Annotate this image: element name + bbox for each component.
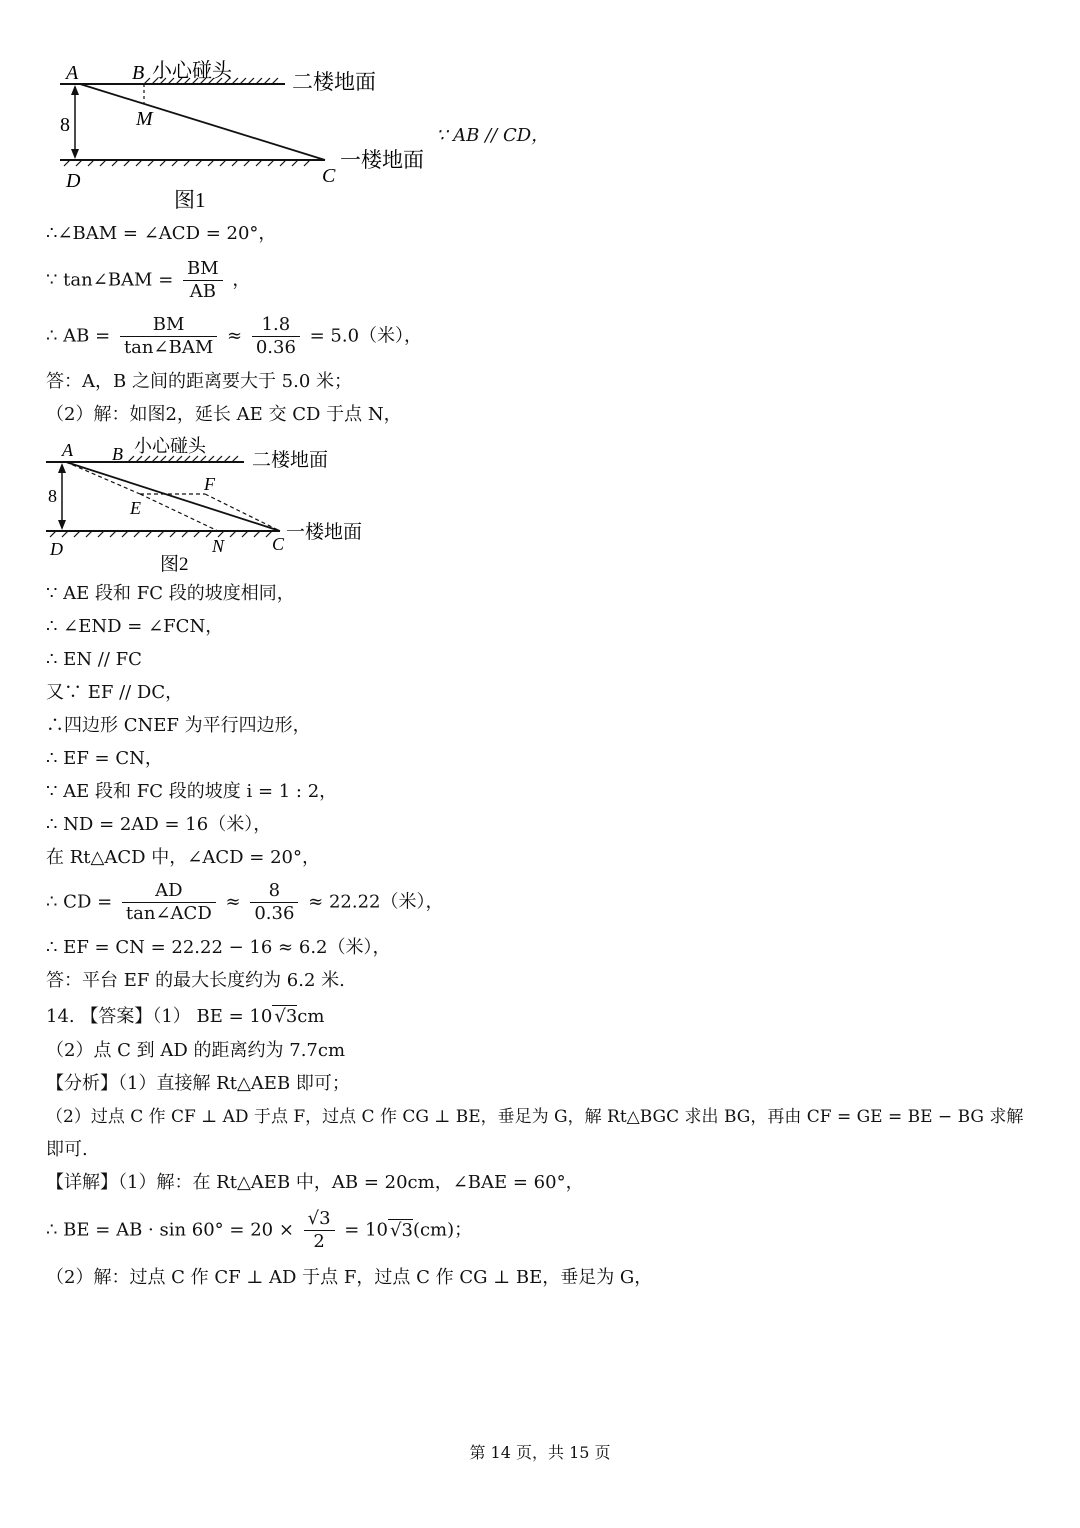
sqrt-3: √3	[274, 1006, 298, 1027]
fig2-warning: 小心碰头	[134, 436, 206, 456]
line-23: 【详解】（1）解：在 Rt△AEB 中，AB = 20cm，∠BAE = 60°，	[46, 1172, 584, 1193]
figure-1	[40, 55, 460, 229]
floor1-label: 一楼地面	[340, 148, 424, 172]
line-22: 即可.	[46, 1139, 88, 1160]
fig2-label-d: D	[50, 539, 63, 559]
line-5: （2）解：如图2，延长 AE 交 CD 于点 N，	[46, 404, 402, 425]
fig2-label-e: E	[130, 498, 141, 518]
fig2-label-height: 8	[48, 486, 57, 506]
line-7: ∴ ∠END = ∠FCN，	[46, 616, 224, 637]
figure-2-caption: 图2	[160, 554, 189, 575]
sqrt-3b: √3	[390, 1219, 413, 1241]
line-4: 答：A，B 之间的距离要大于 5.0 米；	[46, 371, 353, 392]
line-12: ∵ AE 段和 FC 段的坡度 i = 1 : 2，	[46, 781, 338, 802]
line-19: （2）点 C 到 AD 的距离约为 7.7cm	[46, 1040, 346, 1061]
label-c: C	[322, 165, 336, 187]
line-25: （2）解：过点 C 作 CF ⊥ AD 于点 F，过点 C 作 CG ⊥ BE，垂足为 G，	[46, 1267, 653, 1288]
line-17: 答：平台 EF 的最大长度约为 6.2 米.	[46, 970, 345, 991]
figure-1-caption: 图1	[174, 188, 206, 212]
fraction-values: $\frac{1.8}{0.36}$	[252, 314, 300, 359]
line-1: ∴∠BAM = ∠ACD = 20°，	[46, 223, 277, 244]
line-21: （2）过点 C 作 CF ⊥ AD 于点 F，过点 C 作 CG ⊥ BE，垂足为 G，解 Rt△BGC 求出 BG，再由 CF = GE = BE − BG 求解	[46, 1107, 1024, 1127]
figure-1-diagram	[40, 55, 460, 225]
fraction-sqrt3-2: $\frac{√3}{2}$	[304, 1208, 335, 1253]
line-18: 14. 【答案】（1） BE = 10 √3cm	[46, 1006, 325, 1027]
fig2-floor1: 一楼地面	[286, 522, 363, 543]
label-m: M	[136, 108, 153, 130]
fig2-label-n: N	[212, 536, 225, 556]
line-24: ∴ BE = AB · sin 60° = 20 × $\frac{√3}{2}$ = 10 √3(cm)；	[46, 1208, 473, 1252]
line-8: ∴ EN // FC	[46, 649, 142, 670]
fraction-bm-ab: $\frac{BM}{AB}$	[183, 258, 223, 303]
fig2-floor2: 二楼地面	[252, 450, 329, 471]
line-11: ∴ EF = CN，	[46, 748, 163, 769]
line-20: 【分析】（1）直接解 Rt△AEB 即可；	[46, 1073, 350, 1094]
floor2-label: 二楼地面	[292, 70, 376, 94]
side-note: ∵ AB // CD，	[436, 125, 550, 146]
line-15: ∴ CD = $\frac{AD}{\text{tan∠ACD}}$ ≈ $\frac{8}{0.36}$ ≈ 22.22（米），	[46, 880, 444, 924]
fig2-label-a: A	[62, 440, 73, 460]
line-16: ∴ EF = CN = 22.22 − 16 ≈ 6.2（米），	[46, 937, 391, 958]
page-footer: 第 14 页，共 15 页	[469, 1443, 611, 1462]
line-14: 在 Rt△ACD 中，∠ACD = 20°，	[46, 847, 320, 868]
fig2-label-b: B	[112, 444, 123, 464]
label-d: D	[66, 170, 81, 192]
fraction-ad-tan: $\frac{AD}{\text{tan∠ACD}}$	[122, 880, 216, 925]
line-10: ∴四边形 CNEF 为平行四边形，	[46, 715, 311, 736]
line-13: ∴ ND = 2AD = 16（米），	[46, 814, 272, 835]
figure-2-diagram	[40, 432, 400, 582]
label-b: B	[132, 62, 145, 84]
label-a: A	[66, 62, 79, 84]
fraction-bm-tan: $\frac{BM}{\text{tan∠BAM}}$	[120, 314, 217, 359]
line-3: ∴ AB = $\frac{BM}{\text{tan∠BAM}}$ ≈ $\frac{1.8}{0.36}$ = 5.0（米），	[46, 314, 423, 358]
fig2-label-f: F	[204, 474, 215, 494]
warning-text: 小心碰头	[152, 60, 232, 82]
label-height: 8	[60, 114, 70, 136]
line-2: ∵ tan∠BAM = $\frac{BM}{AB}$ ，	[46, 258, 251, 302]
line-9: 又∵ EF // DC，	[46, 682, 184, 703]
fraction-8-036: $\frac{8}{0.36}$	[250, 880, 298, 925]
figure-2	[40, 432, 400, 586]
fig2-label-c: C	[272, 534, 285, 554]
line-6: ∵ AE 段和 FC 段的坡度相同，	[46, 583, 295, 604]
